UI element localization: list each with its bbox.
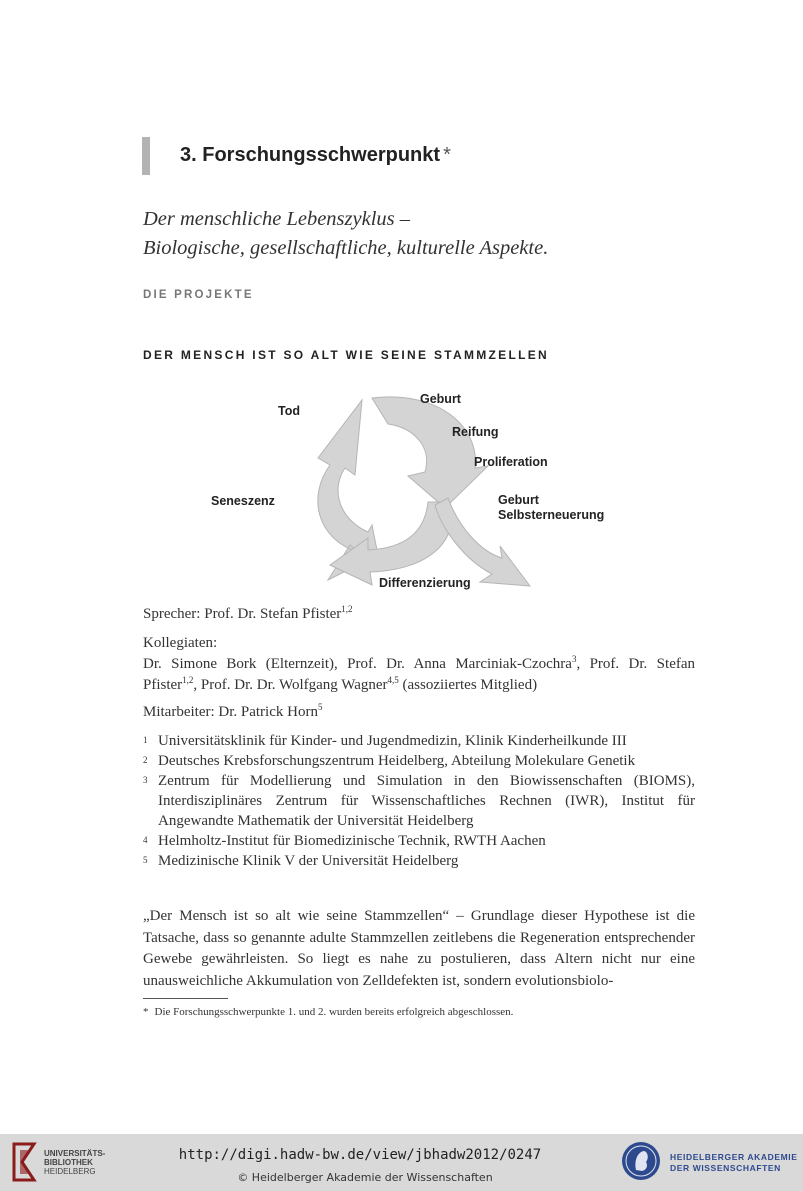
speaker-line	[143, 604, 695, 625]
affiliation-number: 2	[143, 755, 148, 765]
body-paragraph: „Der Mensch ist so alt wie seine Stammzellen“ – Grundlage dieser Hypothese ist die Tatsache, dass so genannte adulte Stammzellen zeitlebens die Regeneration entsprechender Gewebe gewährleisten. So liegt es nahe zu postulieren, dass Altern nicht nur eine unausweichliche Akkumulation von Zelldefekten ist, sondern evolutionsbiolo-	[143, 908, 695, 989]
academy-line: DER WISSENSCHAFTEN	[670, 1163, 781, 1173]
staff-line	[143, 702, 695, 723]
label-reifung: Reifung	[452, 425, 499, 439]
fellows-block	[143, 633, 695, 696]
fellows-label: Kollegiaten:	[143, 635, 218, 651]
fellows-sup: 1,2	[182, 675, 194, 685]
fellows-sup: 4,5	[387, 675, 399, 685]
label-geburt: Geburt	[420, 392, 461, 406]
ub-line: UNIVERSITÄTS-	[44, 1149, 106, 1158]
affiliation-number: 4	[143, 835, 148, 845]
affiliation-item	[143, 851, 695, 871]
affiliation-text: Helmholtz-Institut für Biomedizinische Technik, RWTH Aachen	[158, 833, 546, 849]
fellows-part: (assoziiertes Mitglied)	[398, 677, 538, 693]
footnote-text: Die Forschungsschwerpunkte 1. und 2. wurden bereits erfolgreich abgeschlossen.	[154, 1006, 514, 1018]
footnote-rule	[143, 998, 228, 999]
projects-label: DIE PROJEKTE	[143, 289, 254, 301]
affiliation-item	[143, 771, 695, 831]
affiliations-list	[143, 731, 695, 871]
label-seneszenz: Seneszenz	[211, 494, 275, 508]
affiliation-text: Universitätsklinik für Kinder- und Jugendmedizin, Klinik Kinderheilkunde III	[158, 733, 627, 749]
affiliation-item	[143, 751, 695, 771]
footnote-star: *	[143, 1006, 149, 1018]
label-geburt-right: Geburt	[498, 493, 539, 507]
affiliation-text: Zentrum für Modellierung und Simulation in den Biowissenschaften (BIOMS), Interdisziplinäres Zentrum für Wissenschaftliches Rechnen (IWR), Institut für Angewandte Mathematik der Universität Heidelberg	[158, 773, 695, 829]
academy-seal-icon	[620, 1140, 662, 1182]
affiliation-item	[143, 831, 695, 851]
ub-line: HEIDELBERG	[44, 1167, 96, 1176]
speaker-sup: 1,2	[341, 604, 353, 614]
footnote	[143, 1006, 513, 1018]
staff-sup: 5	[317, 702, 323, 712]
top-arc-arrow	[372, 397, 488, 508]
fellows-part: Dr. Simone Bork (Elternzeit), Prof. Dr. Anna Marciniak-Czochra	[143, 656, 572, 672]
fellows-sup: 3	[571, 654, 577, 664]
footer-url-link[interactable]: http://digi.hadw-bw.de/view/jbhadw2012/0247	[178, 1147, 542, 1163]
subtitle-line-1: Der menschliche Lebenszyklus –	[143, 208, 411, 230]
affiliation-text: Deutsches Krebsforschungszentrum Heidelberg, Abteilung Molekulare Genetik	[158, 753, 636, 769]
affiliation-item	[143, 731, 695, 751]
academy-name	[670, 1152, 798, 1174]
fellows-part: , Prof. Dr. Stefan Pfister	[143, 656, 695, 693]
ub-line: BIBLIOTHEK	[44, 1158, 93, 1167]
affiliation-text: Medizinische Klinik V der Universität Heidelberg	[158, 853, 459, 869]
speaker-text: Sprecher: Prof. Dr. Stefan Pfister	[143, 606, 342, 622]
label-differenzierung: Differenzierung	[379, 576, 471, 590]
affiliation-number: 5	[143, 855, 148, 865]
footer-copyright: © Heidelberger Akademie der Wissenschaften	[237, 1171, 493, 1184]
fellows-part: , Prof. Dr. Dr. Wolfgang Wagner	[193, 677, 388, 693]
footnote-marker: *	[443, 144, 451, 166]
label-tod: Tod	[278, 404, 300, 418]
stem-cell-cycle-diagram	[150, 380, 650, 595]
affiliation-number: 3	[143, 775, 148, 785]
academy-line: HEIDELBERGER AKADEMIE	[670, 1152, 798, 1162]
chapter-title: 3. Forschungsschwerpunkt	[180, 144, 441, 166]
label-proliferation: Proliferation	[474, 455, 548, 469]
heading-bar	[142, 137, 150, 175]
chapter-heading	[180, 144, 451, 167]
affiliation-number: 1	[143, 735, 148, 745]
label-selbsterneuerung: Selbsterneuerung	[498, 508, 605, 522]
section-title: DER MENSCH IST SO ALT WIE SEINE STAMMZELLEN	[143, 348, 550, 362]
subtitle-line-2: Biologische, gesellschaftliche, kulturelle Aspekte.	[143, 237, 549, 259]
staff-text: Mitarbeiter: Dr. Patrick Horn	[143, 704, 318, 720]
fellows-list	[143, 654, 695, 696]
chapter-subtitle	[143, 205, 548, 263]
